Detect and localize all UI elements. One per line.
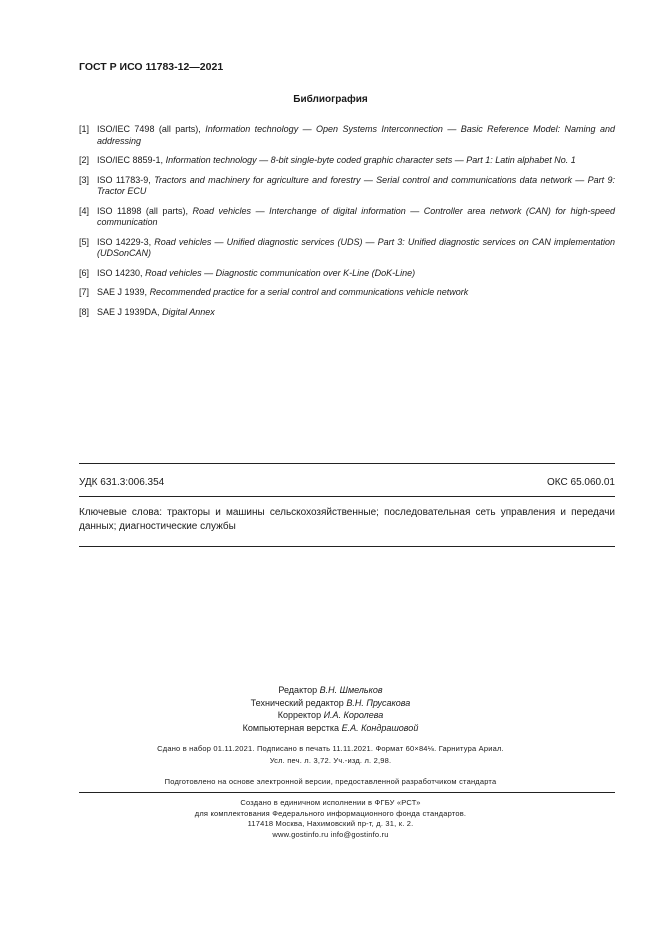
credit-name: В.Н. Прусакова — [346, 697, 411, 708]
publisher-line: Создано в единичном исполнении в ФГБУ «РСТ» — [240, 798, 421, 807]
credit-role: Редактор — [278, 685, 318, 695]
bibliography-item — [79, 287, 615, 299]
publisher-line: для комплектования Федерального информационного фонда стандартов. — [194, 808, 467, 818]
bibliography-item-ref: ISO 14230, — [97, 267, 143, 278]
publisher-line: www.gostinfo.ru info@gostinfo.ru — [272, 829, 389, 839]
standard-header: ГОСТ Р ИСО 11783-12—2021 — [79, 61, 224, 73]
bibliography-item-title: Tractors and machinery for agriculture and forestry — Serial control and communications data network — Part 9: Tractor ECU — [97, 174, 615, 196]
print-info-line: Сдано в набор 01.11.2021. Подписано в печать 11.11.2021. Формат 60×84⅛. Гарнитура Ариал. — [157, 744, 504, 753]
bibliography-item-ref: ISO/IEC 8859-1, — [97, 155, 164, 165]
print-info — [0, 743, 661, 767]
bibliography-item-ref: ISO 11783-9, — [97, 174, 151, 185]
publisher-line: 117418 Москва, Нахимовский пр-т, д. 31, к. 2. — [247, 819, 414, 828]
bibliography-item — [79, 206, 615, 229]
divider-publisher — [79, 792, 615, 793]
credit-line — [0, 697, 661, 710]
bibliography-item-title: Information technology — Open Systems Interconnection — Basic Reference Model: Naming and addressing — [97, 124, 615, 146]
bibliography-item-ref: SAE J 1939, — [97, 287, 148, 297]
bibliography-item-title: Information technology — 8-bit single-byte coded graphic character sets — Part 1: Latin alphabet No. 1 — [165, 155, 576, 165]
bibliography-item — [79, 155, 615, 167]
bibliography-item-ref: ISO 11898 (all parts), — [97, 205, 188, 216]
oks-code: ОКС 65.060.01 — [547, 477, 615, 488]
udk-code: УДК 631.3:006.354 — [79, 477, 165, 488]
bibliography-item-title: Road vehicles — Diagnostic communication over K-Line (DoK-Line) — [145, 267, 416, 278]
bibliography-item — [79, 237, 615, 260]
bibliography-item-number: [5] — [79, 236, 90, 247]
bibliography-item — [79, 307, 615, 319]
credit-name: И.А. Королева — [323, 710, 384, 720]
credit-line — [0, 709, 661, 722]
bibliography-item-number: [4] — [79, 205, 90, 216]
bibliography-item-number: [6] — [79, 267, 90, 278]
credit-role: Корректор — [277, 710, 322, 720]
divider-middle — [79, 496, 615, 497]
bibliography-item-ref: SAE J 1939DA, — [97, 306, 160, 317]
divider-bottom — [79, 546, 615, 547]
print-info-line: Усл. печ. л. 3,72. Уч.-изд. л. 2,98. — [269, 756, 392, 765]
keywords-text: Ключевые слова: тракторы и машины сельскохозяйственные; последовательная сеть управления и передачи данных; диагностические службы — [79, 507, 615, 532]
publisher-block — [0, 798, 661, 840]
bibliography-item-number: [7] — [79, 287, 90, 297]
bibliography-item-title: Road vehicles — Unified diagnostic services (UDS) — Part 3: Unified diagnostic services on CAN implementation (UDSonCAN) — [97, 236, 615, 258]
credit-name: Е.А. Кондрашовой — [341, 722, 419, 733]
bibliography-item-number: [3] — [79, 174, 90, 185]
credit-role: Технический редактор — [250, 697, 344, 708]
bibliography-item-title: Recommended practice for a serial control and communications vehicle network — [149, 287, 469, 297]
bibliography-item — [79, 124, 615, 147]
bibliography-item-title: Digital Annex — [162, 306, 215, 317]
credit-line — [0, 722, 661, 735]
bibliography-item-title: Road vehicles — Interchange of digital information — Controller area network (CAN) for high-speed communication — [97, 205, 615, 227]
credits-block — [0, 684, 661, 734]
credit-name: В.Н. Шмельков — [319, 685, 383, 695]
credit-role: Компьютерная верстка — [242, 722, 340, 733]
credit-line — [0, 684, 661, 697]
bibliography-item-number: [1] — [79, 124, 90, 134]
divider-top — [79, 463, 615, 464]
bibliography-item-number: [2] — [79, 155, 90, 165]
bibliography-title: Библиография — [293, 94, 368, 105]
bibliography-item-number: [8] — [79, 306, 90, 317]
bibliography-list — [79, 124, 615, 326]
bibliography-item — [79, 175, 615, 198]
prepared-note: Подготовлено на основе электронной версии, предоставленной разработчиком стандарта — [164, 777, 497, 786]
bibliography-item — [79, 268, 615, 280]
bibliography-item-ref: ISO 14229-3, — [97, 236, 152, 247]
bibliography-item-ref: ISO/IEC 7498 (all parts), — [97, 124, 201, 134]
